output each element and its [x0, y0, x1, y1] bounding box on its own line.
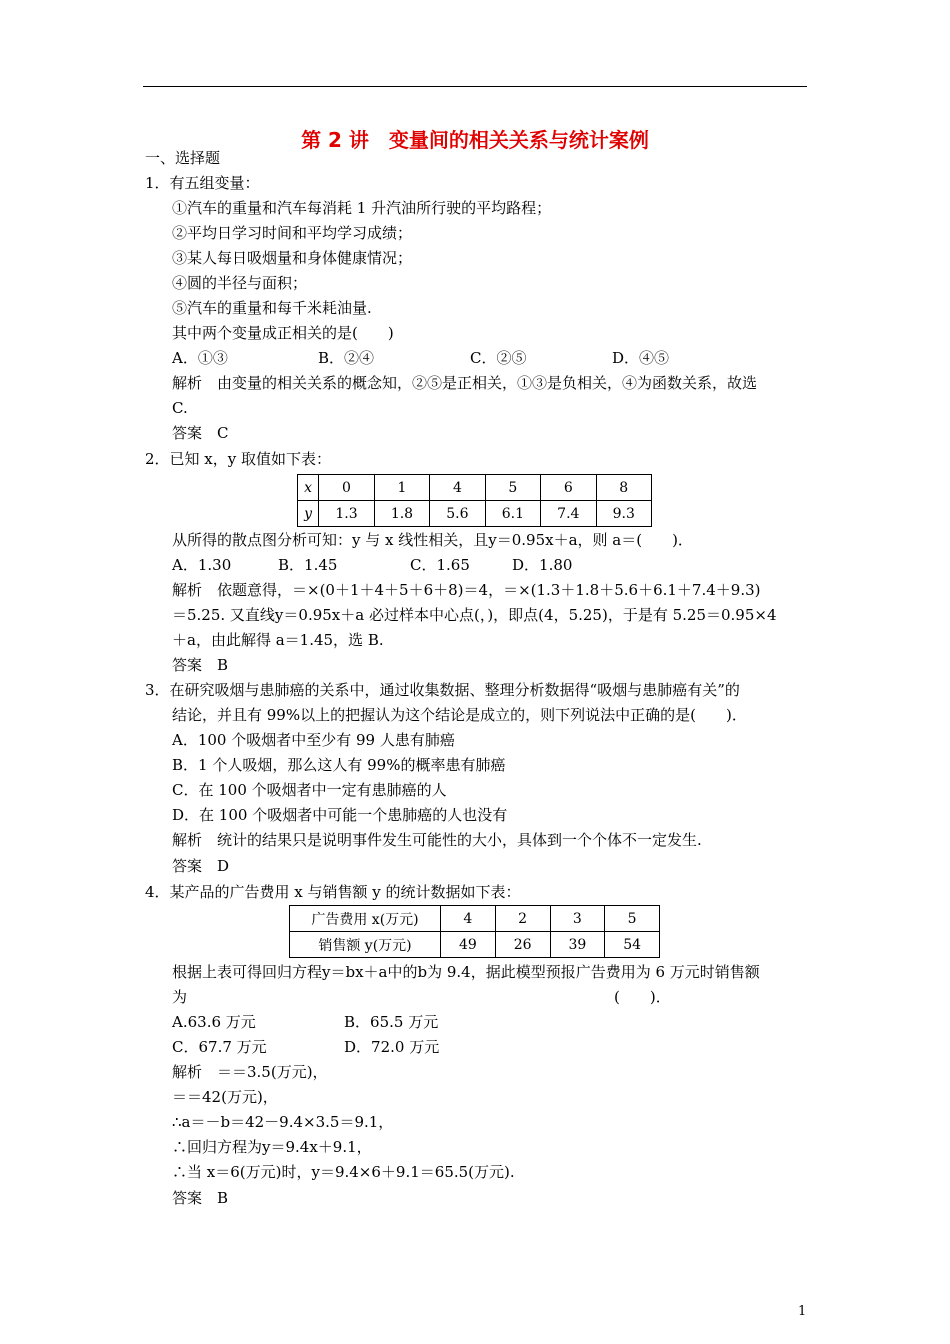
q4-analysis-cont: ∴当 x＝6(万元)时，y＝9.4×6＋9.1＝65.5(万元).	[172, 1163, 515, 1181]
q2-answer: 答案 B	[172, 656, 229, 674]
q2-question: 从所得的散点图分析可知：y 与 x 线性相关，且y＝0.95x＋a，则 a＝( )．	[172, 531, 693, 549]
q1-analysis: 解析 由变量的相关关系的概念知，②⑤是正相关，①③是负相关，④为函数关系，故选	[172, 374, 758, 392]
q1-item: ⑤汽车的重量和每千米耗油量.	[172, 299, 372, 317]
table-cell: 5	[605, 906, 660, 932]
q2-analysis: 解析 依题意得，＝×(0＋1＋4＋5＋6＋8)＝4，＝×(1.3＋1.8＋5.6＋6.1＋7.4＋9.3)	[172, 581, 761, 599]
q1-item: ③某人每日吸烟量和身体健康情况；	[172, 249, 413, 267]
table-cell: 5	[485, 475, 540, 501]
q3-stem-cont: 结论，并且有 99%以上的把握认为这个结论是成立的，则下列说法中正确的是( )．	[172, 706, 747, 724]
table-cell: 4	[430, 475, 485, 501]
q3-option-b: B．1 个人吸烟，那么这人有 99%的概率患有肺癌	[172, 756, 506, 774]
table-row	[290, 906, 660, 932]
q1-item: ①汽车的重量和汽车每消耗 1 升汽油所行驶的平均路程；	[172, 199, 552, 217]
q1-option-a: A．①③	[172, 349, 228, 367]
q4-analysis-cont: ∴a＝－b＝42－9.4×3.5＝9.1，	[172, 1113, 394, 1131]
q2-stem: 2．已知 x，y 取值如下表：	[145, 450, 332, 468]
q4-question: 根据上表可得回归方程y＝bx＋a中的b为 9.4，据此模型预报广告费用为 6 万元时销售额	[172, 963, 760, 981]
q4-question-cont: 为	[172, 988, 188, 1006]
q1-option-c: C．②⑤	[470, 349, 527, 367]
table-cell: 6.1	[485, 501, 540, 527]
q4-analysis-cont: ∴回归方程为y＝9.4x＋9.1，	[172, 1138, 372, 1156]
table-cell: 销售额 y(万元)	[290, 932, 441, 958]
page-number: 1	[798, 1304, 807, 1319]
q3-analysis: 解析 统计的结果只是说明事件发生可能性的大小，具体到一个个体不一定发生.	[172, 831, 702, 849]
table-cell: x	[298, 475, 319, 501]
table-cell: 1	[374, 475, 429, 501]
q1-option-d: D．④⑤	[612, 349, 670, 367]
q4-stem: 4．某产品的广告费用 x 与销售额 y 的统计数据如下表：	[145, 883, 521, 901]
q2-option-b: B．1.45	[278, 556, 338, 574]
q4-option-b: B．65.5 万元	[344, 1013, 439, 1031]
table-row	[298, 501, 652, 527]
table-cell: 4	[441, 906, 496, 932]
q1-answer: 答案 C	[172, 424, 229, 442]
page-title: 第 2 讲 变量间的相关关系与统计案例	[301, 128, 649, 152]
q3-stem: 3．在研究吸烟与患肺癌的关系中，通过收集数据、整理分析数据得“吸烟与患肺癌有关”的	[145, 681, 740, 699]
table-row	[298, 475, 652, 501]
q4-option-c: C．67.7 万元	[172, 1038, 267, 1056]
table-cell: 6	[541, 475, 596, 501]
q1-item: ④圆的半径与面积；	[172, 274, 308, 292]
q2-data-table	[297, 474, 652, 527]
q1-analysis-cont: C.	[172, 399, 188, 417]
q3-option-d: D．在 100 个吸烟者中可能一个患肺癌的人也没有	[172, 806, 508, 824]
q2-option-c: C．1.65	[410, 556, 470, 574]
q1-stem: 1．有五组变量：	[145, 174, 260, 192]
table-cell: 2	[495, 906, 550, 932]
table-cell: 8	[596, 475, 651, 501]
table-cell: 26	[495, 932, 550, 958]
header-rule	[143, 86, 807, 87]
table-cell: 1.8	[374, 501, 429, 527]
table-cell: 9.3	[596, 501, 651, 527]
table-cell: 3	[550, 906, 605, 932]
q4-data-table	[289, 905, 660, 958]
q1-option-b: B．②④	[318, 349, 375, 367]
q4-analysis: 解析 ＝＝3.5(万元)，	[172, 1063, 328, 1081]
q2-analysis-cont: ＋a，由此解得 a＝1.45，选 B.	[172, 631, 384, 649]
q2-option-d: D．1.80	[512, 556, 573, 574]
table-cell: 1.3	[319, 501, 374, 527]
q4-option-d: D．72.0 万元	[344, 1038, 440, 1056]
section-heading: 一、选择题	[145, 149, 221, 167]
q1-item: ②平均日学习时间和平均学习成绩；	[172, 224, 413, 242]
q3-option-a: A．100 个吸烟者中至少有 99 人患有肺癌	[172, 731, 455, 749]
q3-option-c: C．在 100 个吸烟者中一定有患肺癌的人	[172, 781, 447, 799]
q2-analysis-cont: ＝5.25. 又直线y＝0.95x＋a 必过样本中心点(，)，即点(4，5.25)，于是有 5.25＝0.95×4	[172, 606, 777, 624]
q4-answer-blank: ( )．	[614, 988, 671, 1006]
table-cell: 39	[550, 932, 605, 958]
table-cell: 7.4	[541, 501, 596, 527]
table-cell: 54	[605, 932, 660, 958]
q1-question: 其中两个变量成正相关的是( )	[172, 324, 394, 342]
q4-option-a: A.63.6 万元	[172, 1013, 256, 1031]
table-cell: 49	[441, 932, 496, 958]
table-cell: y	[298, 501, 319, 527]
table-row	[290, 932, 660, 958]
table-cell: 5.6	[430, 501, 485, 527]
q4-analysis-cont: ＝＝42(万元)，	[172, 1088, 278, 1106]
q4-answer: 答案 B	[172, 1189, 229, 1207]
q3-answer: 答案 D	[172, 857, 230, 875]
q2-option-a: A．1.30	[172, 556, 232, 574]
table-cell: 0	[319, 475, 374, 501]
table-cell: 广告费用 x(万元)	[290, 906, 441, 932]
